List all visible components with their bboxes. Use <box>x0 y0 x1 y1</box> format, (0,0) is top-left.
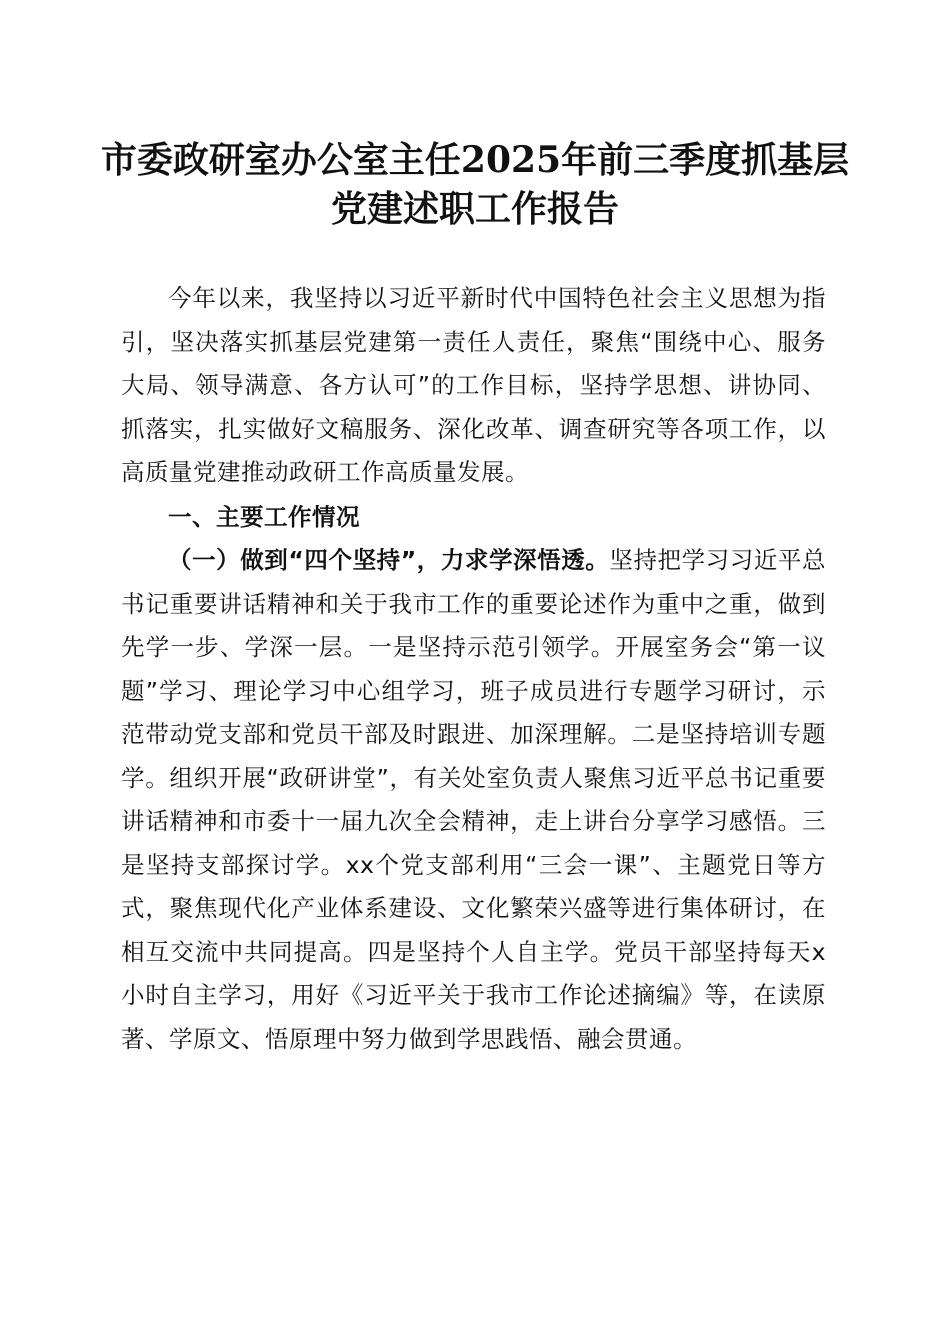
section-heading: 一、主要工作情况 <box>168 503 360 531</box>
subsection-body: 坚持把学习习近平总书记重要讲话精神和关于我市工作的重要论述作为重中之重，做到先学一步、学深一层。一是坚持示范引领学。开展室务会“第一议题”学习、理论学习中心组学习，班子成员进行专题学习研讨，示范带动党支部和党员干部及时跟进、加深理解。二是坚持培训专题学。组织开展“政研讲堂”，有关处室负责人聚焦习近平总书记重要讲话精神和市委十一届九次全会精神，走上讲台分享学习感悟。三是坚持支部探讨学。xx个党支部利用“三会一课”、主题党日等方式，聚焦现代化产业体系建设、文化繁荣兴盛等进行集体研讨，在相互交流中共同提高。四是坚持个人自主学。党员干部坚持每天x小时自主学习，用好《习近平关于我市工作论述摘编》等，在读原著、学原文、悟原理中努力做到学思践悟、融会贯通。 <box>121 546 826 1053</box>
subsection-paragraph <box>121 539 826 1061</box>
document-title: 市委政研室办公室主任2025年前三季度抓基层党建述职工作报告 <box>100 139 850 230</box>
subsection-lead: （一）做到“四个坚持”，力求学深悟透。 <box>168 546 610 574</box>
intro-paragraph: 今年以来，我坚持以习近平新时代中国特色社会主义思想为指引，坚决落实抓基层党建第一责任人责任，聚焦“围绕中心、服务大局、领导满意、各方认可”的工作目标，坚持学思想、讲协同、抓落实，扎实做好文稿服务、深化改革、调查研究等各项工作，以高质量党建推动政研工作高质量发展。 <box>121 284 826 486</box>
